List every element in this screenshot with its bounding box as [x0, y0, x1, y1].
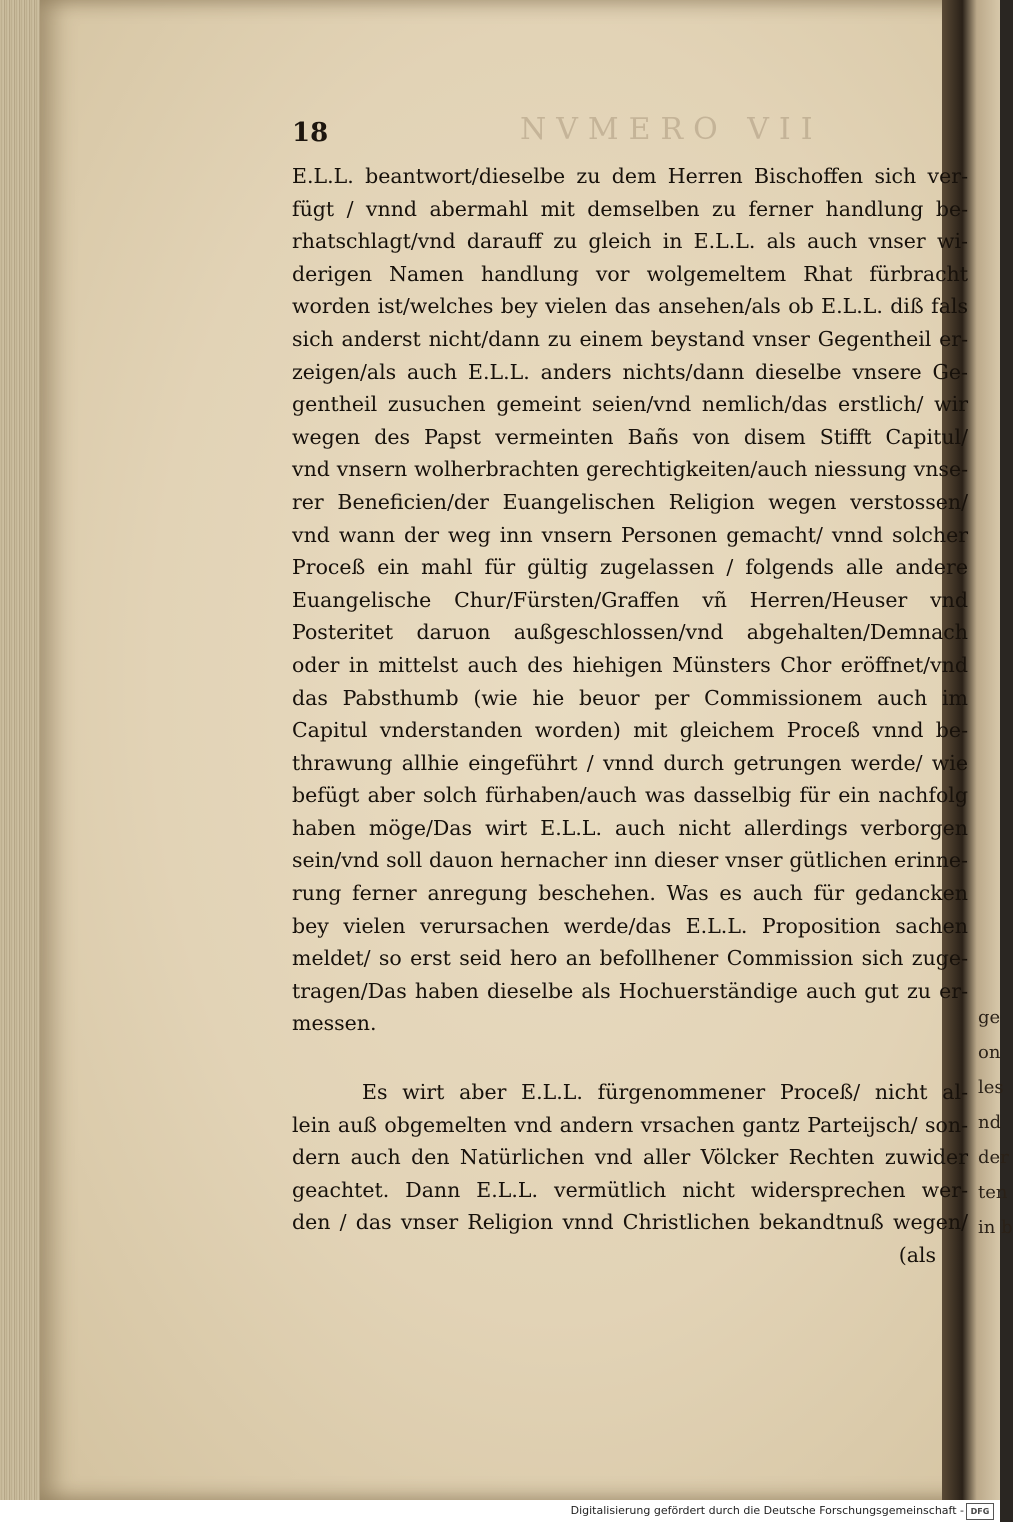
text-line: sein/vnd soll dauon hernacher inn dieser vnser gütlichen erinne- [292, 848, 968, 873]
text-line: Capitul vnderstanden worden) mit gleichem Proceß vnnd be- [292, 718, 968, 743]
footer-credit: Digitalisierung gefördert durch die Deutsche Forschungsgemeinschaft - [570, 1504, 964, 1517]
text-line: rer Beneficien/der Euangelischen Religion wegen verstossen/ [292, 489, 968, 514]
facing-fragment: ge [978, 1007, 1001, 1028]
text-line: dern auch den Natürlichen vnd aller Völcker Rechten zuwider [292, 1145, 968, 1170]
text-line: den / das vnser Religion vnnd Christlichen bekandtnuß wegen/ [292, 1210, 968, 1235]
facing-fragment: in b [978, 1217, 1013, 1238]
bleed-through-text: NVMERO VII [520, 112, 823, 147]
text-line: haben möge/Das wirt E.L.L. auch nicht allerdings verborgen [292, 815, 968, 840]
facing-fragment: on [978, 1042, 1001, 1063]
text-line: oder in mittelst auch des hiehigen Münsters Chor eröffnet/vnd [292, 652, 968, 677]
main-text-block [292, 160, 968, 1272]
text-line: E.L.L. beantwort/dieselbe zu dem Herren Bischoffen sich ver- [292, 164, 968, 188]
facing-fragment: nd [978, 1112, 1002, 1133]
text-line: Es wirt aber E.L.L. fürgenommener Proceß/ nicht al- [362, 1080, 968, 1105]
text-line: sich anderst nicht/dann zu einem beystand vnser Gegentheil er- [292, 326, 968, 351]
facing-fragment: les [978, 1077, 1004, 1098]
text-line: bey vielen verursachen werde/das E.L.L. Proposition sachen [292, 913, 968, 938]
text-line: messen. [292, 1011, 377, 1036]
text-line: vnd wann der weg inn vnsern Personen gemacht/ vnnd solcher [292, 522, 968, 547]
text-line: derigen Namen handlung vor wolgemeltem Rhat fürbracht [292, 261, 968, 286]
text-line: Proceß ein mahl für gültig zugelassen / folgends alle andere [292, 555, 968, 580]
facing-page-fragments [978, 1000, 1013, 1240]
text-line: rhatschlagt/vnd darauff zu gleich in E.L.L. als auch vnser wi- [292, 229, 968, 254]
text-line: thrawung allhie eingeführt / vnnd durch getrungen werde/ wie [292, 750, 968, 775]
text-line: befügt aber solch fürhaben/auch was dasselbig für ein nachfolg [292, 783, 968, 808]
text-line: rung ferner anregung beschehen. Was es auch für gedancken [292, 881, 968, 906]
text-line: zeigen/als auch E.L.L. anders nichts/dann dieselbe vnsere Ge- [292, 359, 968, 384]
facing-fragment: der [978, 1147, 1009, 1168]
text-line: lein auß obgemelten vnd andern vrsachen gantz Parteijsch/ son- [292, 1112, 968, 1137]
text-line: Posteritet daruon außgeschlossen/vnd abgehalten/Demnach [292, 620, 968, 645]
text-line: das Pabsthumb (wie hie beuor per Commissionem auch im [292, 685, 968, 710]
facing-fragment: ten [978, 1182, 1008, 1203]
catchword: (als [898, 1243, 936, 1267]
text-line: Euangelische Chur/Fürsten/Graffen vñ Herren/Heuser vnd [292, 587, 968, 612]
text-line: worden ist/welches bey vielen das ansehen/als ob E.L.L. diß fals [292, 294, 968, 319]
text-line: meldet/ so erst seid hero an befollhener Commission sich zuge- [292, 946, 968, 971]
dfg-logo: DFG [966, 1503, 994, 1520]
text-line: tragen/Das haben dieselbe als Hochuerständige auch gut zu er- [292, 978, 968, 1003]
digitization-footer [0, 1500, 1000, 1522]
paragraph-1 [292, 160, 968, 1040]
text-line: geachtet. Dann E.L.L. vermütlich nicht widersprechen wer- [292, 1177, 968, 1202]
text-line: wegen des Papst vermeinten Bañs von disem Stifft Capitul/ [292, 424, 968, 449]
text-line: vnd vnsern wolherbrachten gerechtigkeiten/auch niessung vnse- [292, 457, 968, 482]
text-line: gentheil zusuchen gemeint seien/vnd nemlich/das erstlich/ wir [292, 392, 968, 417]
paragraph-gap [292, 1040, 968, 1076]
text-line: fügt / vnnd abermahl mit demselben zu ferner handlung be- [292, 196, 968, 221]
paragraph-2 [292, 1076, 968, 1239]
page-number: 18 [292, 118, 329, 148]
